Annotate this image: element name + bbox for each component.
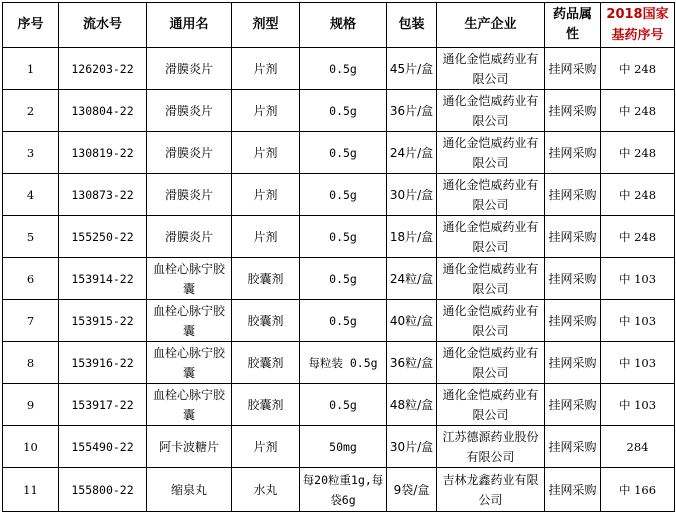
cell-form: 片剂 [232, 216, 300, 258]
cell-spec: 每20粒重1g,每袋6g [300, 468, 387, 512]
cell-seq: 10 [3, 426, 59, 468]
cell-serial: 155800-22 [59, 468, 147, 512]
cell-name: 血栓心脉宁胶囊 [147, 300, 232, 342]
table-row [3, 174, 675, 216]
cell-pack: 24片/盒 [387, 132, 437, 174]
cell-maker: 通化金恺威药业有限公司 [437, 384, 545, 426]
cell-serial: 153917-22 [59, 384, 147, 426]
cell-maker: 江苏德源药业股份有限公司 [437, 426, 545, 468]
cell-ebm: 中 103 [601, 342, 675, 384]
header-ebm: 2018国家基药序号 [601, 3, 675, 48]
cell-spec: 0.5g [300, 384, 387, 426]
cell-seq: 8 [3, 342, 59, 384]
header-attr: 药品属性 [545, 3, 601, 48]
cell-spec: 0.5g [300, 300, 387, 342]
cell-seq: 1 [3, 48, 59, 90]
cell-form: 片剂 [232, 132, 300, 174]
table-row [3, 426, 675, 468]
cell-serial: 130804-22 [59, 90, 147, 132]
table-row [3, 90, 675, 132]
table-row [3, 216, 675, 258]
cell-attr: 挂网采购 [545, 174, 601, 216]
cell-name: 滑膜炎片 [147, 216, 232, 258]
cell-pack: 36粒/盒 [387, 342, 437, 384]
cell-name: 血栓心脉宁胶囊 [147, 258, 232, 300]
table-row [3, 258, 675, 300]
cell-ebm: 284 [601, 426, 675, 468]
cell-name: 阿卡波糖片 [147, 426, 232, 468]
cell-attr: 挂网采购 [545, 216, 601, 258]
cell-pack: 30片/盒 [387, 426, 437, 468]
cell-ebm: 中 248 [601, 216, 675, 258]
cell-serial: 153915-22 [59, 300, 147, 342]
cell-name: 血栓心脉宁胶囊 [147, 342, 232, 384]
cell-pack: 9袋/盒 [387, 468, 437, 512]
cell-name: 滑膜炎片 [147, 132, 232, 174]
cell-form: 胶囊剂 [232, 300, 300, 342]
cell-attr: 挂网采购 [545, 384, 601, 426]
cell-attr: 挂网采购 [545, 132, 601, 174]
cell-seq: 2 [3, 90, 59, 132]
cell-ebm: 中 103 [601, 300, 675, 342]
cell-spec: 每粒装 0.5g [300, 342, 387, 384]
cell-ebm: 中 248 [601, 48, 675, 90]
cell-spec: 50mg [300, 426, 387, 468]
cell-maker: 通化金恺威药业有限公司 [437, 216, 545, 258]
table-row [3, 342, 675, 384]
table-row [3, 468, 675, 512]
header-spec: 规格 [300, 3, 387, 48]
cell-maker: 通化金恺威药业有限公司 [437, 342, 545, 384]
cell-serial: 153914-22 [59, 258, 147, 300]
header-serial: 流水号 [59, 3, 147, 48]
cell-attr: 挂网采购 [545, 90, 601, 132]
cell-name: 缩泉丸 [147, 468, 232, 512]
cell-attr: 挂网采购 [545, 426, 601, 468]
cell-maker: 通化金恺威药业有限公司 [437, 90, 545, 132]
cell-spec: 0.5g [300, 90, 387, 132]
cell-spec: 0.5g [300, 132, 387, 174]
cell-name: 滑膜炎片 [147, 90, 232, 132]
cell-seq: 3 [3, 132, 59, 174]
cell-maker: 通化金恺威药业有限公司 [437, 300, 545, 342]
cell-seq: 4 [3, 174, 59, 216]
cell-name: 滑膜炎片 [147, 174, 232, 216]
cell-seq: 9 [3, 384, 59, 426]
cell-seq: 5 [3, 216, 59, 258]
cell-maker: 通化金恺威药业有限公司 [437, 174, 545, 216]
cell-serial: 126203-22 [59, 48, 147, 90]
cell-spec: 0.5g [300, 48, 387, 90]
cell-attr: 挂网采购 [545, 342, 601, 384]
cell-form: 胶囊剂 [232, 258, 300, 300]
cell-serial: 155250-22 [59, 216, 147, 258]
cell-attr: 挂网采购 [545, 300, 601, 342]
cell-spec: 0.5g [300, 258, 387, 300]
cell-serial: 130819-22 [59, 132, 147, 174]
cell-name: 血栓心脉宁胶囊 [147, 384, 232, 426]
cell-form: 水丸 [232, 468, 300, 512]
cell-attr: 挂网采购 [545, 48, 601, 90]
cell-seq: 6 [3, 258, 59, 300]
cell-serial: 155490-22 [59, 426, 147, 468]
cell-pack: 48粒/盒 [387, 384, 437, 426]
cell-maker: 通化金恺威药业有限公司 [437, 48, 545, 90]
cell-pack: 18片/盒 [387, 216, 437, 258]
cell-pack: 45片/盒 [387, 48, 437, 90]
cell-ebm: 中 248 [601, 132, 675, 174]
cell-maker: 通化金恺威药业有限公司 [437, 258, 545, 300]
cell-ebm: 中 103 [601, 258, 675, 300]
table-row [3, 48, 675, 90]
cell-attr: 挂网采购 [545, 258, 601, 300]
table-row [3, 132, 675, 174]
cell-ebm: 中 103 [601, 384, 675, 426]
cell-ebm: 中 248 [601, 90, 675, 132]
table-row [3, 384, 675, 426]
cell-name: 滑膜炎片 [147, 48, 232, 90]
cell-form: 片剂 [232, 90, 300, 132]
cell-attr: 挂网采购 [545, 468, 601, 512]
header-name: 通用名 [147, 3, 232, 48]
table-row [3, 300, 675, 342]
cell-seq: 7 [3, 300, 59, 342]
cell-ebm: 中 248 [601, 174, 675, 216]
cell-form: 片剂 [232, 48, 300, 90]
drug-list-table [2, 2, 675, 512]
cell-maker: 吉林龙鑫药业有限公司 [437, 468, 545, 512]
header-form: 剂型 [232, 3, 300, 48]
cell-ebm: 中 166 [601, 468, 675, 512]
cell-form: 胶囊剂 [232, 342, 300, 384]
cell-form: 胶囊剂 [232, 384, 300, 426]
cell-serial: 153916-22 [59, 342, 147, 384]
cell-pack: 36片/盒 [387, 90, 437, 132]
cell-pack: 24粒/盒 [387, 258, 437, 300]
cell-pack: 40粒/盒 [387, 300, 437, 342]
cell-form: 片剂 [232, 174, 300, 216]
cell-pack: 30片/盒 [387, 174, 437, 216]
header-seq: 序号 [3, 3, 59, 48]
cell-spec: 0.5g [300, 174, 387, 216]
cell-form: 片剂 [232, 426, 300, 468]
table-header-row [3, 3, 675, 48]
header-pack: 包装 [387, 3, 437, 48]
header-maker: 生产企业 [437, 3, 545, 48]
cell-maker: 通化金恺威药业有限公司 [437, 132, 545, 174]
cell-serial: 130873-22 [59, 174, 147, 216]
cell-spec: 0.5g [300, 216, 387, 258]
cell-seq: 11 [3, 468, 59, 512]
